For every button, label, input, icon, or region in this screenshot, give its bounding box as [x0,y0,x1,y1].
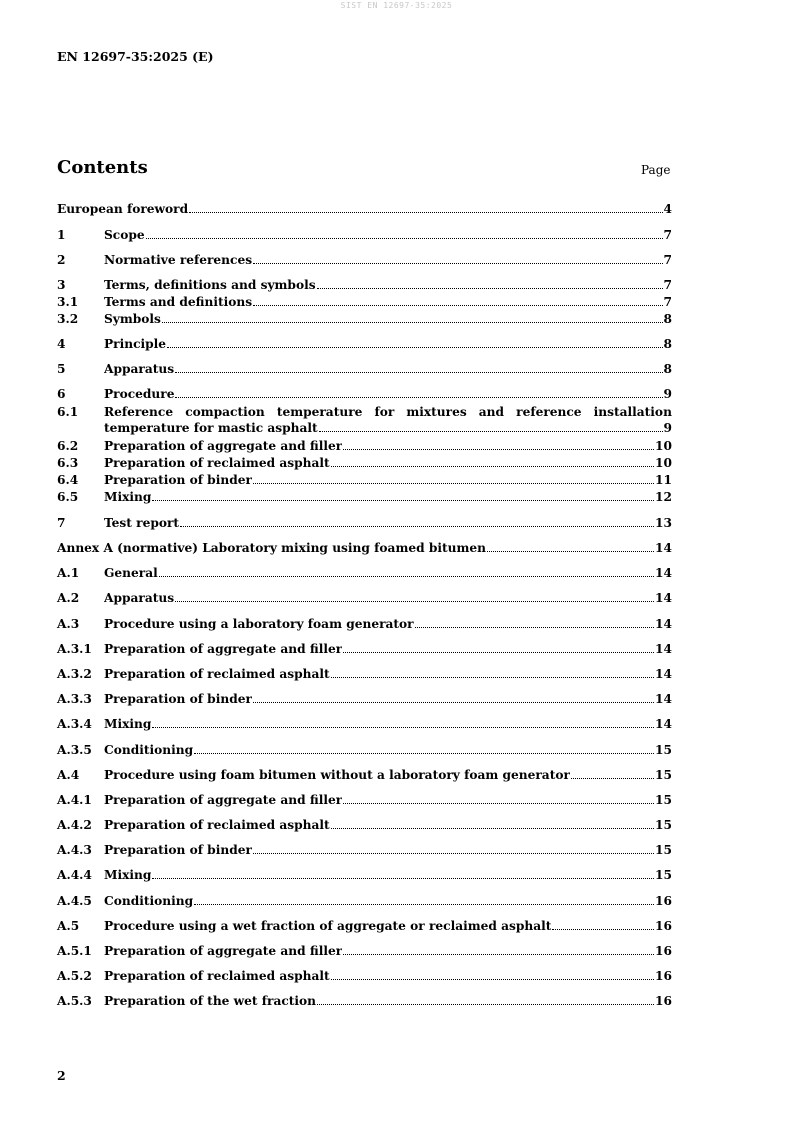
dot-leader [194,743,654,754]
toc-entry-title: Preparation of binder [104,473,252,487]
toc-entry-page: 12 [655,490,672,504]
toc-entry-number: 3 [57,278,66,292]
toc-entry[interactable] [57,455,672,471]
toc-entry-title: Test report [104,516,180,530]
toc-entry[interactable] [57,691,672,707]
toc-entry-title-line2: temperature for mastic asphalt [104,421,318,435]
toc-entry-title: Mixing [104,490,152,504]
toc-entry-number: A.4.5 [57,894,92,908]
toc-entry[interactable] [57,792,672,808]
toc-entry-title: Procedure using foam bitumen without a laboratory foam generator [104,768,570,782]
dot-leader [152,868,654,879]
toc-entry-title: Mixing [104,717,152,731]
toc-entry-title: Preparation of reclaimed asphalt [104,818,330,832]
toc-entry-title: Normative references [104,253,253,267]
toc-entry-page: 15 [655,818,672,832]
dot-leader [175,591,654,602]
toc-entry-title: Scope [104,228,145,242]
toc-entry-number: A.3.2 [57,667,92,681]
toc-entry[interactable] [57,515,672,531]
toc-entry[interactable] [57,968,672,984]
toc-entry-number: 6.2 [57,439,79,453]
dot-leader [343,944,654,955]
toc-entry-title: Conditioning [104,743,194,757]
dot-leader [331,818,654,829]
toc-entry[interactable] [57,716,672,732]
toc-entry-number: 3.2 [57,312,79,326]
toc-entry[interactable] [57,565,672,581]
dot-leader [253,843,654,854]
toc-entry-page: 9 [663,387,672,401]
title-word: installation [593,405,672,419]
toc-entry[interactable] [57,641,672,657]
toc-entry[interactable] [57,252,672,268]
dot-leader [317,278,663,289]
toc-entry[interactable] [57,294,672,310]
dot-leader [189,202,662,213]
page-column-label: Page [641,163,671,177]
toc-entry-number: A.2 [57,591,80,605]
toc-entry-number: 4 [57,337,66,351]
toc-entry-number: A.5.1 [57,944,92,958]
toc-entry[interactable] [57,817,672,833]
dot-leader [167,337,662,348]
toc-entry[interactable] [57,867,672,883]
toc-entry[interactable] [57,742,672,758]
toc-entry-title: Preparation of the wet fraction [104,994,317,1008]
toc-entry[interactable] [57,993,672,1009]
toc-entry-number: 2 [57,253,66,267]
toc-entry-page: 7 [663,278,672,292]
toc-entry[interactable] [57,918,672,934]
toc-entry-number: A.1 [57,566,80,580]
toc-entry-number: 7 [57,516,66,530]
toc-entry[interactable] [57,277,672,293]
toc-entry-page: 10 [655,439,672,453]
toc-entry-page: 14 [655,692,672,706]
toc-entry-page: 16 [655,994,672,1008]
toc-entry-title: Terms, definitions and symbols [104,278,316,292]
dot-leader [331,667,654,678]
toc-entry-title: Preparation of reclaimed asphalt [104,456,330,470]
toc-entry-page: 15 [655,743,672,757]
toc-entry[interactable] [57,336,672,352]
toc-entry[interactable] [57,404,672,436]
toc-entry-page: 16 [655,944,672,958]
toc-entry-page: 8 [663,337,672,351]
toc-entry[interactable] [57,361,672,377]
toc-entry-number: 6.1 [57,405,79,419]
dot-leader [571,768,654,779]
toc-entry-number: A.3.5 [57,743,92,757]
toc-entry-number: A.3.3 [57,692,92,706]
toc-entry-number: A.4.1 [57,793,92,807]
dot-leader [415,617,654,628]
dot-leader [152,490,654,501]
toc-entry-title: Preparation of reclaimed asphalt [104,667,330,681]
toc-entry-title: Terms and definitions [104,295,253,309]
toc-entry-title: Mixing [104,868,152,882]
toc-entry-title: Preparation of reclaimed asphalt [104,969,330,983]
document-id: EN 12697-35:2025 (E) [57,49,214,64]
toc-entry-title: Conditioning [104,894,194,908]
toc-entry[interactable] [57,227,672,243]
toc-entry-title: European foreword [57,202,189,216]
toc-entry-title: Preparation of aggregate and filler [104,642,343,656]
toc-entry-number: A.4.4 [57,868,92,882]
toc-entry-number: 5 [57,362,66,376]
toc-entry-title: Annex A (normative) Laboratory mixing using foamed bitumen [57,541,487,555]
toc-entry-page: 15 [655,843,672,857]
dot-leader [253,473,654,484]
title-word: compaction [185,405,265,419]
toc-entry-title: Preparation of aggregate and filler [104,439,343,453]
toc-entry-page: 14 [655,591,672,605]
dot-leader [146,228,663,239]
toc-entry-page: 11 [655,473,672,487]
toc-entry-title: Procedure using a laboratory foam generator [104,617,414,631]
toc-entry-number: A.4.2 [57,818,92,832]
dot-leader [552,919,654,930]
toc-entry-page: 15 [655,768,672,782]
toc-entry[interactable] [57,438,672,454]
toc-entry-page: 8 [663,362,672,376]
title-word: reference [516,405,582,419]
toc-entry-page: 8 [663,312,672,326]
toc-entry-number: 6 [57,387,66,401]
dot-leader [331,456,654,467]
dot-leader [152,717,654,728]
title-word: and [478,405,505,419]
toc-entry-number: A.5 [57,919,80,933]
toc-entry-number: A.5.2 [57,969,92,983]
toc-entry-number: 6.5 [57,490,79,504]
dot-leader [319,421,663,432]
toc-entry-page: 16 [655,919,672,933]
dot-leader [175,362,662,373]
toc-entry-number: 3.1 [57,295,79,309]
dot-leader [175,387,662,398]
dot-leader [331,969,654,980]
toc-entry-page: 15 [655,793,672,807]
dot-leader [343,793,654,804]
toc-entry[interactable] [57,842,672,858]
dot-leader [253,295,662,306]
toc-entry-number: 6.4 [57,473,79,487]
toc-entry-title: General [104,566,158,580]
title-word: mixtures [406,405,467,419]
toc-entry-title: Principle [104,337,167,351]
toc-entry-title: Procedure [104,387,175,401]
toc-entry-page: 4 [663,202,672,216]
dot-leader [253,253,662,264]
dot-leader [159,566,654,577]
toc-entry[interactable] [57,767,672,783]
toc-entry-title: Symbols [104,312,161,326]
contents-title: Contents [57,157,148,178]
toc-entry-page: 14 [655,541,672,555]
toc-entry[interactable] [57,893,672,909]
toc-entry[interactable] [57,590,672,606]
toc-entry-page: 16 [655,894,672,908]
toc-entry-title: Preparation of aggregate and filler [104,793,343,807]
toc-entry[interactable] [57,616,672,632]
toc-entry-number: A.3 [57,617,80,631]
watermark: SIST EN 12697-35:2025 [340,1,453,10]
toc-entry-page: 14 [655,617,672,631]
title-word: for [374,405,395,419]
toc-entry-page: 14 [655,566,672,580]
dot-leader [317,994,654,1005]
toc-entry-page: 7 [663,228,672,242]
toc-entry[interactable] [57,311,672,327]
toc-entry-page: 13 [655,516,672,530]
toc-entry-number: A.3.4 [57,717,92,731]
page-number: 2 [57,1068,66,1083]
toc-entry-page: 14 [655,642,672,656]
toc-entry-title: Apparatus [104,362,175,376]
toc-entry[interactable] [57,666,672,682]
toc-entry-page: 7 [663,295,672,309]
toc-entry[interactable] [57,201,672,217]
toc-entry-title: Apparatus [104,591,175,605]
toc-entry-page: 16 [655,969,672,983]
toc-entry-title: Procedure using a wet fraction of aggregate or reclaimed asphalt [104,919,552,933]
dot-leader [180,516,654,527]
toc-entry[interactable] [57,472,672,488]
toc-entry-title: Preparation of binder [104,692,252,706]
toc-entry-page: 10 [655,456,672,470]
title-word: Reference [104,405,174,419]
toc-entry-title: Preparation of binder [104,843,252,857]
toc-entry-page: 14 [655,667,672,681]
toc-entry-number: A.4 [57,768,80,782]
toc-entry[interactable] [57,540,672,556]
dot-leader [253,692,654,703]
toc-entry-number: A.4.3 [57,843,92,857]
toc-entry-page: 15 [655,868,672,882]
toc-entry[interactable] [57,489,672,505]
dot-leader [343,642,654,653]
title-word: temperature [276,405,363,419]
dot-leader [343,439,654,450]
toc-entry-page: 9 [663,421,672,435]
toc-entry-page: 14 [655,717,672,731]
dot-leader [487,541,654,552]
dot-leader [162,312,663,323]
toc-entry-number: A.5.3 [57,994,92,1008]
toc-entry[interactable] [57,943,672,959]
toc-entry-page: 7 [663,253,672,267]
toc-entry-number: 6.3 [57,456,79,470]
toc-entry-number: A.3.1 [57,642,92,656]
toc-entry-number: 1 [57,228,66,242]
toc-entry-title-line1 [104,404,672,420]
toc-entry-title: Preparation of aggregate and filler [104,944,343,958]
dot-leader [194,894,654,905]
toc-entry[interactable] [57,386,672,402]
